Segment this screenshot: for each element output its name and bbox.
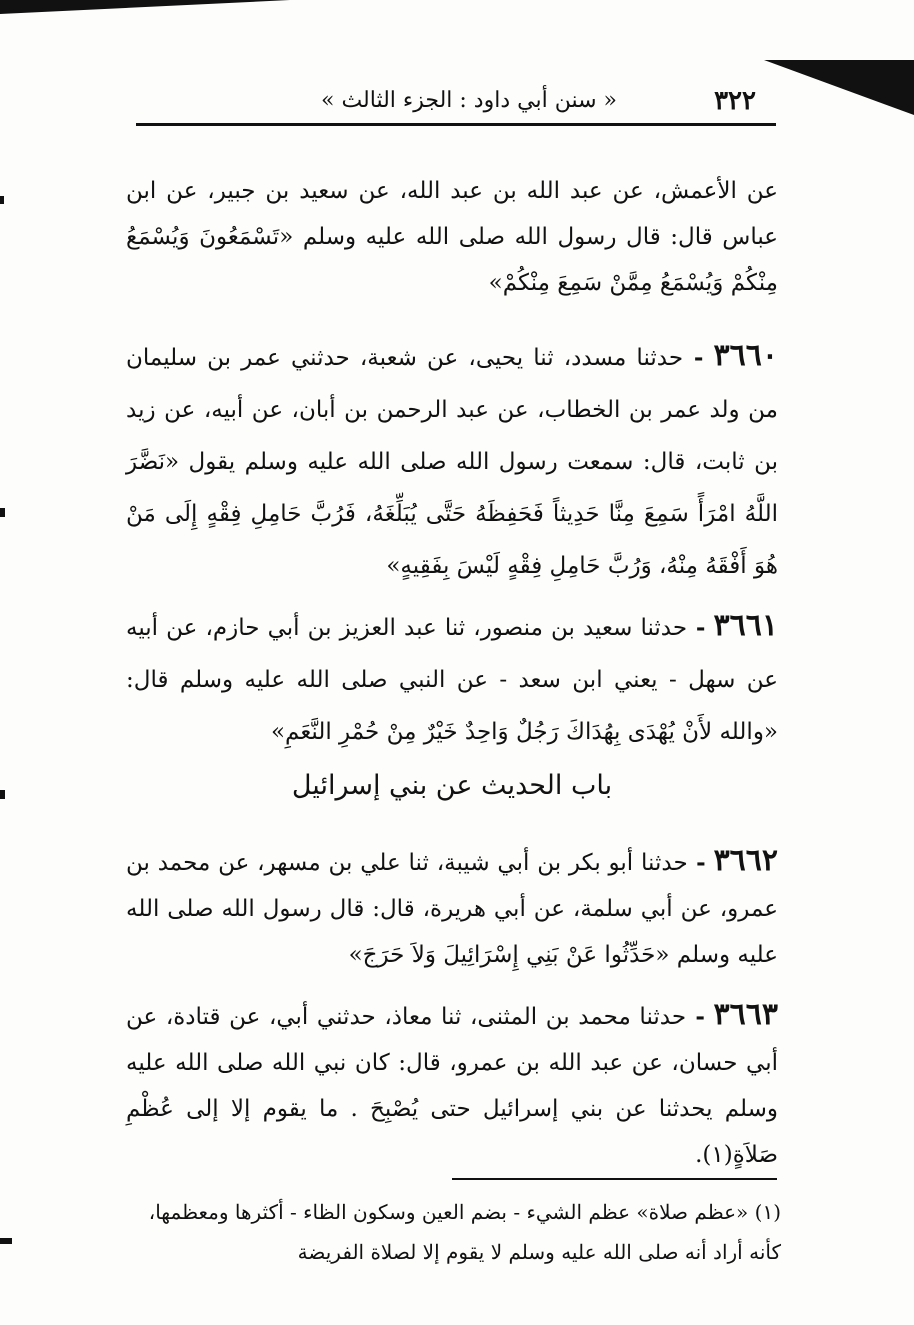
scan-mark xyxy=(0,1238,12,1244)
scan-edge-shadow-right xyxy=(764,60,914,115)
hadith-text: حدثنا أبو بكر بن أبي شيبة، ثنا علي بن مسهر، عن محمد بن عمرو، عن أبي سلمة، عن أبي هريرة، قال: قال رسول الله صلى الله عليه وسلم «حَدِّثُوا عَنْ بَنِي إِسْرَائِيلَ وَلاَ حَرَجَ» xyxy=(126,850,778,968)
hadith-number: ٣٦٦٠ xyxy=(713,338,778,373)
scan-mark xyxy=(0,790,5,799)
scan-mark xyxy=(0,196,4,204)
footnote-line: كأنه أراد أنه صلى الله عليه وسلم لا يقوم إلا لصلاة الفريضة xyxy=(297,1240,781,1264)
hadith-text: حدثنا سعيد بن منصور، ثنا عبد العزيز بن أبي حازم، عن أبيه عن سهل - يعني ابن سعد - عن النبي صلى الله عليه وسلم قال: «والله لأَنْ يُهْدَى بِهُدَاكَ رَجُلٌ وَاحِدٌ خَيْرٌ مِنْ حُمْرِ النَّعَمِ» xyxy=(126,615,778,745)
scan-mark xyxy=(0,508,5,517)
paragraph-text: عن الأعمش، عن عبد الله بن عبد الله، عن سعيد بن جبير، عن ابن عباس قال: قال رسول الله صلى الله عليه وسلم «تَسْمَعُونَ وَيُسْمَعُ مِنْكُمْ وَيُسْمَعُ مِمَّنْ سَمِعَ مِنْكُمْ» xyxy=(126,178,778,296)
hadith-text: حدثنا محمد بن المثنى، ثنا معاذ، حدثني أبي، عن قتادة، عن أبي حسان، عن عبد الله بن عمرو، قال: كان نبي الله صلى الله عليه وسلم يحدثنا عن بني إسرائيل حتى يُصْبِحَ . ما يقوم إلا إلى عُظْمِ صَلاَةٍ(١). xyxy=(126,1004,778,1168)
hadith-number: ٣٦٦٣ xyxy=(713,997,778,1032)
running-title: « سنن أبي داود : الجزء الثالث » xyxy=(321,88,617,113)
header-rule xyxy=(136,123,776,126)
hadith-3660: ٣٦٦٠ - حدثنا مسدد، ثنا يحيى، عن شعبة، حدثني عمر بن سليمان من ولد عمر بن الخطاب، عن عبد الرحمن بن أبان، عن أبيه، عن زيد بن ثابت، قال: سمعت رسول الله صلى الله عليه وسلم يقول «نَضَّرَ اللَّهُ امْرَأً سَمِعَ مِنَّا حَدِيثاً فَحَفِظَهُ حَتَّى يُبَلِّغَهُ، فَرُبَّ حَامِلِ فِقْهٍ إِلَى مَنْ هُوَ أَفْقَهُ مِنْهُ، وَرُبَّ حَامِلِ فِقْهٍ لَيْسَ بِفَقِيهٍ» xyxy=(126,338,778,579)
hadith-3662: ٣٦٦٢ - حدثنا أبو بكر بن أبي شيبة، ثنا علي بن مسهر، عن محمد بن عمرو، عن أبي سلمة، عن أبي هريرة، قال: قال رسول الله صلى الله عليه وسلم «حَدِّثُوا عَنْ بَنِي إِسْرَائِيلَ وَلاَ حَرَجَ» xyxy=(126,843,779,968)
hadith-3663: ٣٦٦٣ - حدثنا محمد بن المثنى، ثنا معاذ، حدثني أبي، عن قتادة، عن أبي حسان، عن عبد الله بن عمرو، قال: كان نبي الله صلى الله عليه وسلم يحدثنا عن بني إسرائيل حتى يُصْبِحَ . ما يقوم إلا إلى عُظْمِ صَلاَةٍ(١). xyxy=(126,997,778,1168)
hadith-3661: ٣٦٦١ - حدثنا سعيد بن منصور، ثنا عبد العزيز بن أبي حازم، عن أبيه عن سهل - يعني ابن سعد - عن النبي صلى الله عليه وسلم قال: «والله لأَنْ يُهْدَى بِهُدَاكَ رَجُلٌ وَاحِدٌ خَيْرٌ مِنْ حُمْرِ النَّعَمِ» xyxy=(126,608,778,745)
hadith-text: حدثنا مسدد، ثنا يحيى، عن شعبة، حدثني عمر بن سليمان من ولد عمر بن الخطاب، عن عبد الرحمن بن أبان، عن أبيه، عن زيد بن ثابت، قال: سمعت رسول الله صلى الله عليه وسلم يقول «نَضَّرَ اللَّهُ امْرَأً سَمِعَ مِنَّا حَدِيثاً فَحَفِظَهُ حَتَّى يُبَلِّغَهُ، فَرُبَّ حَامِلِ فِقْهٍ إِلَى مَنْ هُوَ أَفْقَهُ مِنْهُ، وَرُبَّ حَامِلِ فِقْهٍ لَيْسَ بِفَقِيهٍ» xyxy=(126,345,778,579)
footnote-line: (١) «عظم صلاة» عظم الشيء - بضم العين وسكون الظاء - أكثرها ومعظمها، xyxy=(148,1200,781,1224)
hadith-number: ٣٦٦١ xyxy=(713,608,778,643)
scan-edge-shadow-top xyxy=(0,0,290,14)
page-header xyxy=(136,84,776,124)
chapter-title: باب الحديث عن بني إسرائيل xyxy=(291,770,613,801)
paragraph-continuation xyxy=(126,168,778,306)
hadith-number: ٣٦٦٢ xyxy=(713,843,779,878)
page-number: ٣٢٢ xyxy=(714,86,756,116)
footnote-rule xyxy=(452,1178,777,1180)
footnote xyxy=(126,1192,781,1272)
